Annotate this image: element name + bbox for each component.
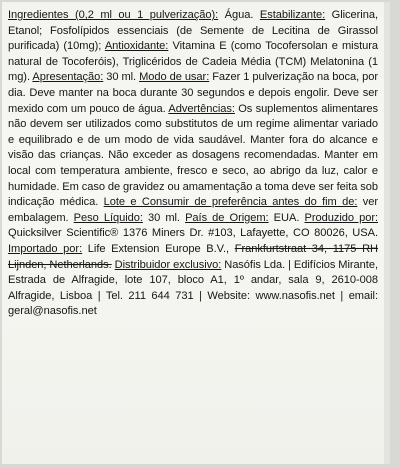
importer-heading: Importado por:	[8, 242, 83, 255]
distributor-text: Nasófis Lda. | Edifícios Mirante, Estrada de Alfragide, lote 107, bloco A1, 1º andar, sala 9, 2610-008 Alfragide, Lisboa | Tel. 211 644 731 | Website: www.nasofis.net | email: geral@nasofis.net	[8, 258, 378, 318]
lot-heading: Lote e Consumir de preferência antes do fim de:	[103, 196, 358, 209]
label-text	[8, 8, 378, 320]
warnings-heading: Advertências:	[168, 102, 235, 115]
net-weight-heading: Peso Líquido:	[73, 211, 143, 224]
net-weight-text: 30 ml.	[142, 211, 186, 224]
product-label	[2, 2, 390, 464]
lot-text: ver embalagem.	[8, 196, 378, 224]
importer-text: Life Extension Europe B.V.,	[82, 242, 235, 255]
mode-of-use-text: Fazer 1 pulverização na boca, por dia. Deve manter na boca durante 30 segundos e depois engolir. Deve ser mexido com um pouco de água.	[8, 71, 379, 115]
warnings-text: Os suplementos alimentares não devem ser utilizados como substitutos de um regime alimentar variado e equilibrado e de um modo de vida saudável. Manter fora do alcance e visão das crianças. Não exceder as dosagens recomendadas. Manter em local com temperatura ambiente, fresco e seco, ao abrigo da luz, calor e humidade. Em caso de gravidez ou amamentação a toma deve ser feita sob indicação médica.	[8, 102, 378, 209]
presentation-heading: Apresentação:	[32, 71, 104, 84]
importer-address: Frankfurtstraat 34, 1175 RH Lijnden, Netherlands.	[8, 242, 379, 271]
producer-heading: Produzido por:	[304, 211, 378, 224]
antioxidant-heading: Antioxidante:	[104, 40, 169, 53]
origin-heading: País de Origem:	[185, 211, 269, 224]
distributor-heading: Distribuidor exclusivo:	[114, 258, 222, 271]
ingredients-heading: Ingredientes (0,2 ml ou 1 pulverização):	[8, 9, 219, 21]
ingredients-text: Água.	[218, 9, 260, 21]
antioxidant-text: Vitamina E (como Tocofersolan e mistura natural de Tocoferóis), Triglicéridos de Cadeia Média (TCM) Melatonina (1 mg).	[8, 40, 378, 84]
stabilizer-heading: Estabilizante:	[259, 9, 326, 21]
mode-of-use-heading: Modo de usar:	[139, 71, 210, 84]
producer-text: Quicksilver Scientific® 1376 Miners Dr. #103, Lafayette, CO 80026, USA.	[8, 227, 378, 240]
origin-text: EUA.	[268, 211, 305, 224]
stabilizer-text: Glicerina, Etanol; Fosfolípidos essenciais (de Semente de Lecitina de Girassol purificada) (10mg);	[8, 9, 378, 53]
presentation-text: 30 ml.	[103, 71, 140, 84]
